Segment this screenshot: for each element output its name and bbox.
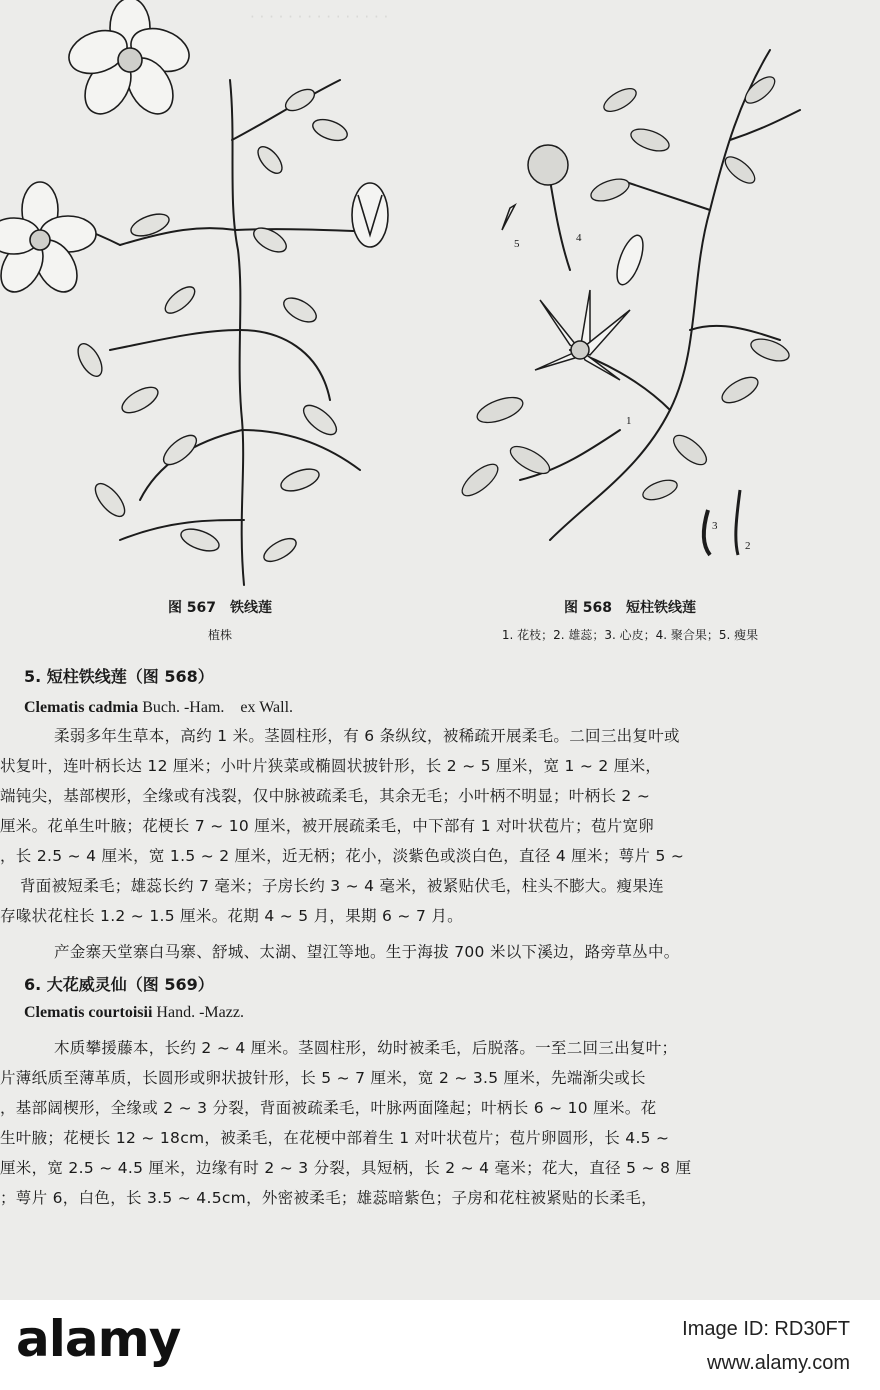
species-5-line: 端钝尖，基部楔形，全缘或有浅裂，仅中脉被疏柔毛，其余无毛；小叶柄不明显；叶柄长 2 ~ — [0, 787, 651, 805]
species-5-line: 厘米。花单生叶腋；花梗长 7 ~ 10 厘米，被开展疏柔毛，中下部有 1 对叶状苞片；苞片宽卵 — [0, 817, 655, 835]
species-6-line: 厘米，宽 2.5 ~ 4.5 厘米，边缘有时 2 ~ 3 分裂，具短柄，长 2 ~ 4 毫米；花大，直径 5 ~ 8 厘 — [0, 1159, 692, 1177]
part-label-4: 4 — [576, 232, 582, 244]
species-5-line: 状复叶，连叶柄长达 12 厘米；小叶片狭菜或椭圆状披针形，长 2 ~ 5 厘米，宽 1 ~ 2 厘米， — [0, 757, 662, 775]
species-5-heading: 5. 短柱铁线莲（图 568） — [24, 667, 214, 686]
species-6-line: ；萼片 6，白色，长 3.5 ~ 4.5cm，外密被柔毛；雄蕊暗紫色；子房和花柱被紧贴的长柔毛， — [0, 1189, 657, 1207]
part-label-1: 1 — [626, 415, 632, 427]
species-5-binomial: Clematis cadmia — [24, 699, 139, 716]
species-6-line: 生叶腋；花梗长 12 ~ 18cm，被柔毛，在花梗中部着生 1 对叶状苞片；苞片卵圆形，长 4.5 ~ — [0, 1129, 670, 1147]
species-6-line: 片薄纸质至薄革质，长圆形或卵状披针形，长 5 ~ 7 厘米，宽 2 ~ 3.5 厘米，先端渐尖或长 — [0, 1069, 646, 1087]
species-5-latin-name — [24, 694, 293, 717]
figure-567-subtitle: 植株 — [207, 628, 232, 642]
figure-568-subtitle: 1. 花枝；2. 雄蕊；3. 心皮；4. 聚合果；5. 瘦果 — [501, 628, 759, 642]
plant-illustration-568 — [440, 30, 810, 570]
species-5-distribution: 产金寨天堂寨白马寨、舒城、太湖、望江等地。生于海拔 700 米以下溪边，路旁草丛中。 — [54, 943, 680, 961]
species-5-line: 背面被短柔毛；雄蕊长约 7 毫米；子房长约 3 ~ 4 毫米，被紧贴伏毛，柱头不膨大。瘦果连 — [20, 877, 664, 895]
species-5-line: ，长 2.5 ~ 4 厘米，宽 1.5 ~ 2 厘米，近无柄；花小，淡紫色或淡白色，直径 4 厘米；萼片 5 ~ — [0, 847, 685, 865]
species-6-heading: 6. 大花威灵仙（图 569） — [24, 975, 214, 994]
part-label-5: 5 — [514, 238, 520, 250]
species-5-authority: Buch. -Ham. ex Wall. — [138, 699, 294, 716]
bleed-through-text: · · · · · · · · · · · · · · · — [250, 8, 389, 26]
alamy-logo: alamy — [16, 1310, 181, 1368]
part-label-2: 2 — [745, 540, 751, 552]
species-6-authority: Hand. -Mazz. — [152, 1004, 244, 1021]
image-id-label: Image ID: RD30FT — [682, 1318, 850, 1340]
species-6-line: ，基部阔楔形，全缘或 2 ~ 3 分裂，背面被疏柔毛，叶脉两面隆起；叶柄长 6 ~ 10 厘米。花 — [0, 1099, 657, 1117]
species-6-line: 木质攀援藤本，长约 2 ~ 4 厘米。茎圆柱形，幼时被柔毛，后脱落。一至二回三出复叶； — [54, 1039, 678, 1057]
part-label-3: 3 — [712, 520, 718, 532]
species-6-latin-name — [24, 1004, 244, 1022]
figure-568-title: 图 568 短柱铁线莲 — [563, 600, 697, 616]
figure-567-title: 图 567 铁线莲 — [167, 600, 273, 616]
site-url: www.alamy.com — [707, 1352, 850, 1374]
species-6-binomial: Clematis courtoisii — [24, 1004, 153, 1021]
species-5-line: 柔弱多年生草本，高约 1 米。茎圆柱形，有 6 条纵纹，被稀疏开展柔毛。二回三出复叶或 — [54, 727, 680, 745]
species-5-line: 存喙状花柱长 1.2 ~ 1.5 厘米。花期 4 ~ 5 月，果期 6 ~ 7 月。 — [0, 907, 463, 925]
plant-illustration-567 — [0, 0, 430, 590]
